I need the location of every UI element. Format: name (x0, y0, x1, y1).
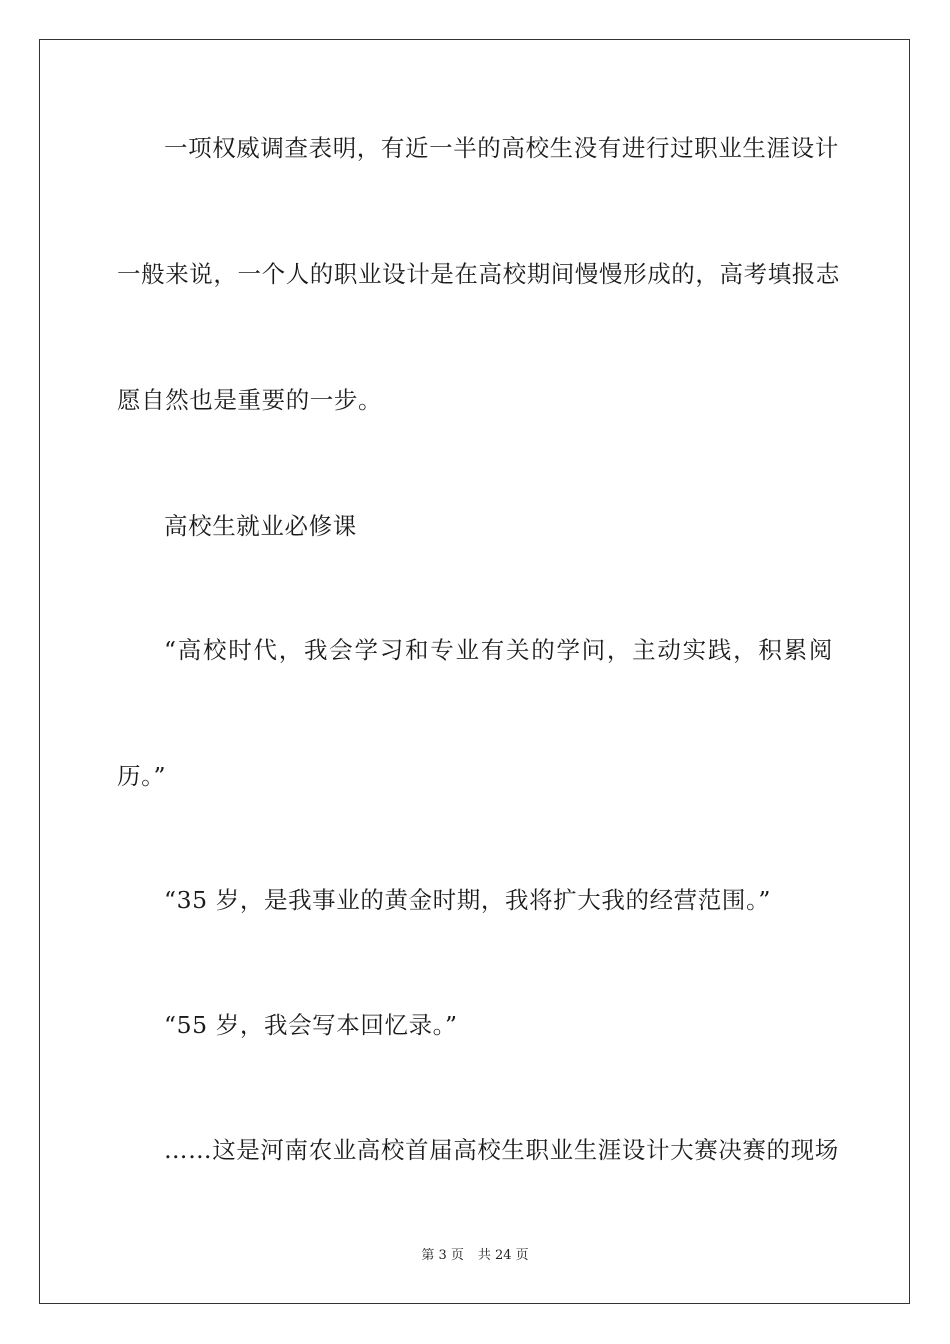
page-frame (39, 39, 910, 1304)
page-footer (0, 1247, 950, 1265)
paragraph-line-1: 一项权威调查表明，有近一半的高校生没有进行过职业生涯设计 (164, 134, 839, 162)
quote-line-2: 历。” (117, 762, 167, 790)
section-heading: 高校生就业必修课 (164, 512, 357, 540)
quote-line-1: “高校时代，我会学习和专业有关的学问，主动实践，积累阅 (164, 636, 833, 664)
paragraph-line-last: ……这是河南农业高校首届高校生职业生涯设计大赛决赛的现场 (164, 1136, 839, 1164)
paragraph-line-2: 一般来说，一个人的职业设计是在高校期间慢慢形成的，高考填报志 (117, 260, 840, 288)
quote-line-3: “35 岁，是我事业的黄金时期，我将扩大我的经营范围。” (164, 886, 771, 914)
paragraph-line-3: 愿自然也是重要的一步。 (117, 386, 383, 414)
page-total: 共 24 页 (477, 1248, 529, 1263)
page-number: 第 3 页 (421, 1248, 464, 1263)
quote-line-4: “55 岁，我会写本回忆录。” (164, 1011, 458, 1039)
